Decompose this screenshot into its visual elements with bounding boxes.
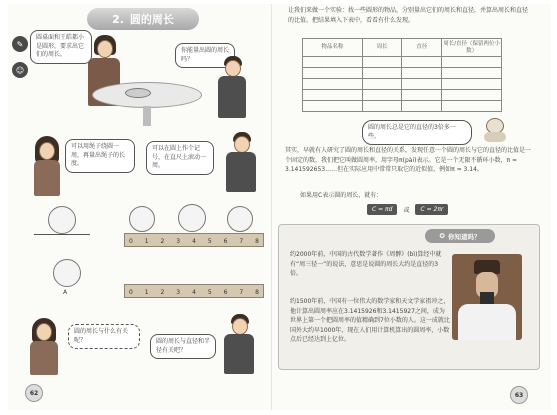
circle-marked-diagram (53, 259, 81, 287)
table-row (303, 79, 502, 90)
section-title-banner (87, 8, 199, 30)
boy-idea-bubble: 可以在圆上作个记号，在直尺上滚动一周。 (146, 141, 214, 175)
boy-guess-bubble: 圆的周长与直径和半径有关吧？ (150, 334, 216, 359)
measuring-ruler-bottom (124, 284, 264, 298)
teacher-task-bubble: 圆桌面和王皓都小是圆形，要求出它们的周长。 (30, 30, 92, 64)
zu-chongzhi-portrait (452, 254, 522, 340)
ruler-tick: 0 (129, 238, 133, 245)
formula-radius: C = 2πr (415, 204, 448, 215)
lightbulb-icon: ✪ (439, 232, 445, 240)
table-header: 物品名称 (303, 39, 363, 57)
zhoubi-paragraph: 约2000年前，中国的古代数学著作《周髀》(bì)算经中就有“周三径一”的说法，意思是说圆的周长大约是直径的3倍。 (290, 251, 442, 278)
ruler-tick: 4 (192, 289, 196, 296)
tape-measure-icon (125, 88, 151, 98)
ruler-tick: 0 (129, 289, 133, 296)
ruler-tick: 7 (239, 289, 244, 296)
ruler-tick: 2 (160, 289, 165, 296)
formula-diameter: C = πd (367, 204, 397, 215)
measuring-ruler-top (124, 233, 264, 247)
experiment-intro: 让我们来做一个实验：找一些圆形的物品，分别量出它们的周长和直径，并算出周长和直径的比值。把结果填入下表中，看看有什么发现。 (288, 7, 529, 24)
zu-chongzhi-paragraph: 约1500年前，中国有一位伟大的数学家和天文学家祖冲之，他计算出圆周率应在3.1415926和3.1415927之间，成为世界上第一个把圆周率的值精确到7位小数的人。这一成就比国外大约早1000年，现在人们用计算机算出的圆周率，小数点后已经达到上亿位。 (290, 298, 450, 344)
pi-explanation: 其实，早就有人研究了圆的周长和直径的关系，发现任意一个圆的周长与它的直径的比值是一个固定的数，我们把它叫做圆周率，用字母π(pài)表示。它是一个无限不循环小数，π = 3.141592653……但在实际应用中常常只取它的近似值，例如π ≈ 3.14。 (285, 147, 532, 174)
rolling-circle-3 (227, 206, 253, 232)
circle-string-diagram (48, 206, 76, 234)
girl-question-bubble: 圆的周长与什么有关呢？ (68, 324, 140, 349)
ruler-tick: 1 (144, 289, 149, 296)
measurement-table (302, 38, 502, 112)
rolling-circle-2 (178, 204, 206, 232)
table-row (303, 68, 502, 79)
ruler-tick: 3 (176, 289, 181, 296)
ruler-tick: 5 (207, 238, 212, 245)
rolling-circle-1 (129, 206, 155, 232)
table-header: 周长/直径（保留两位小数） (442, 39, 502, 57)
did-you-know-label (425, 229, 495, 243)
left-page-number: 62 (25, 384, 43, 402)
table-row (303, 57, 502, 68)
ruler-tick: 2 (160, 238, 165, 245)
section-number: 2. (112, 12, 124, 26)
table-leg (143, 106, 151, 126)
girl-idea-bubble: 可以用绳子绕圆一周，再量出绳子的长度。 (65, 139, 135, 173)
discussion-icon: ✎ (12, 36, 28, 52)
table-row (303, 90, 502, 101)
section-title: 圆的周长 (129, 13, 174, 26)
formula-or: 或 (403, 207, 410, 214)
ruler-tick: 1 (144, 238, 149, 245)
ratio-note-bubble: 圆的周长总是它的直径的3倍多一些。 (362, 120, 472, 145)
ruler-tick: 7 (239, 238, 244, 245)
ruler-tick: 5 (207, 289, 212, 296)
table-header: 周长 (362, 39, 402, 57)
ruler-tick: 8 (255, 289, 259, 296)
boy-question-bubble: 你能量出圆的周长吗？ (175, 43, 235, 68)
circumference-formulas (367, 204, 448, 215)
table-header: 直径 (402, 39, 442, 57)
right-page-number: 63 (510, 386, 528, 404)
formula-intro: 如果用C表示圆的周长，就有： (300, 192, 383, 199)
activity-icon: ☺ (12, 62, 28, 78)
page-gutter (271, 4, 272, 410)
ruler-tick: 8 (255, 238, 259, 245)
string-line (34, 234, 90, 235)
table-row (303, 101, 502, 112)
marker-label: A (63, 289, 68, 296)
ruler-tick: 6 (223, 238, 228, 245)
did-you-know-text: 你知道吗？ (447, 232, 481, 241)
ruler-tick: 4 (192, 238, 196, 245)
ruler-tick: 6 (223, 289, 228, 296)
ruler-tick: 3 (176, 238, 181, 245)
